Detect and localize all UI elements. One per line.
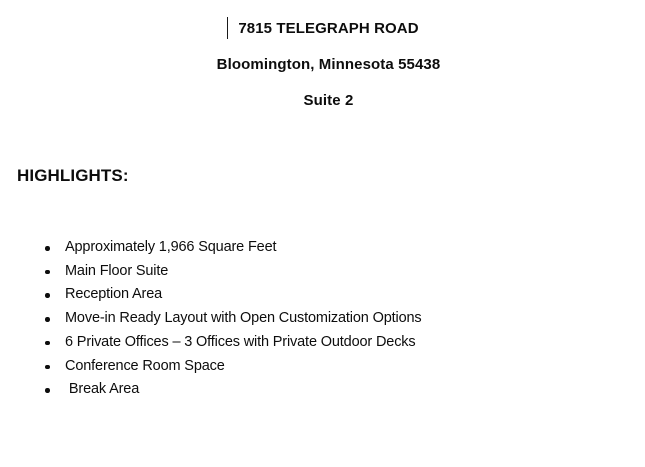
list-item-text[interactable]: Approximately 1,966 Square Feet [65, 239, 277, 255]
list-item[interactable] [17, 355, 640, 379]
list-item-text[interactable]: Break Area [65, 381, 140, 398]
bullet-icon [45, 317, 50, 322]
bullet-icon [45, 246, 50, 251]
bullet-icon [45, 293, 50, 298]
list-item-text[interactable]: Main Floor Suite [65, 262, 169, 279]
address-line-2[interactable]: Bloomington, Minnesota 55438 [216, 56, 441, 73]
address-line-3[interactable]: Suite 2 [303, 92, 354, 109]
list-item-text[interactable]: Conference Room Space [65, 357, 225, 374]
list-item[interactable] [17, 307, 640, 331]
list-item-text[interactable]: Reception Area [65, 286, 163, 303]
list-item-text[interactable]: 6 Private Offices – 3 Offices with Private Outdoor Decks [65, 333, 416, 350]
text-cursor [227, 17, 228, 39]
address-line-1[interactable]: 7815 TELEGRAPH ROAD [238, 20, 419, 37]
bullet-icon [45, 341, 50, 346]
bullet-icon [45, 270, 50, 275]
list-item[interactable] [17, 260, 640, 284]
bullet-icon [45, 388, 50, 393]
list-item[interactable] [17, 236, 640, 260]
highlights-heading[interactable]: HIGHLIGHTS: [17, 166, 129, 185]
list-item[interactable] [17, 378, 640, 402]
bullet-icon [45, 365, 50, 370]
list-item-text[interactable]: Move-in Ready Layout with Open Customization Options [65, 310, 422, 327]
list-item[interactable] [17, 331, 640, 355]
list-item[interactable] [17, 283, 640, 307]
highlights-list [17, 236, 640, 402]
